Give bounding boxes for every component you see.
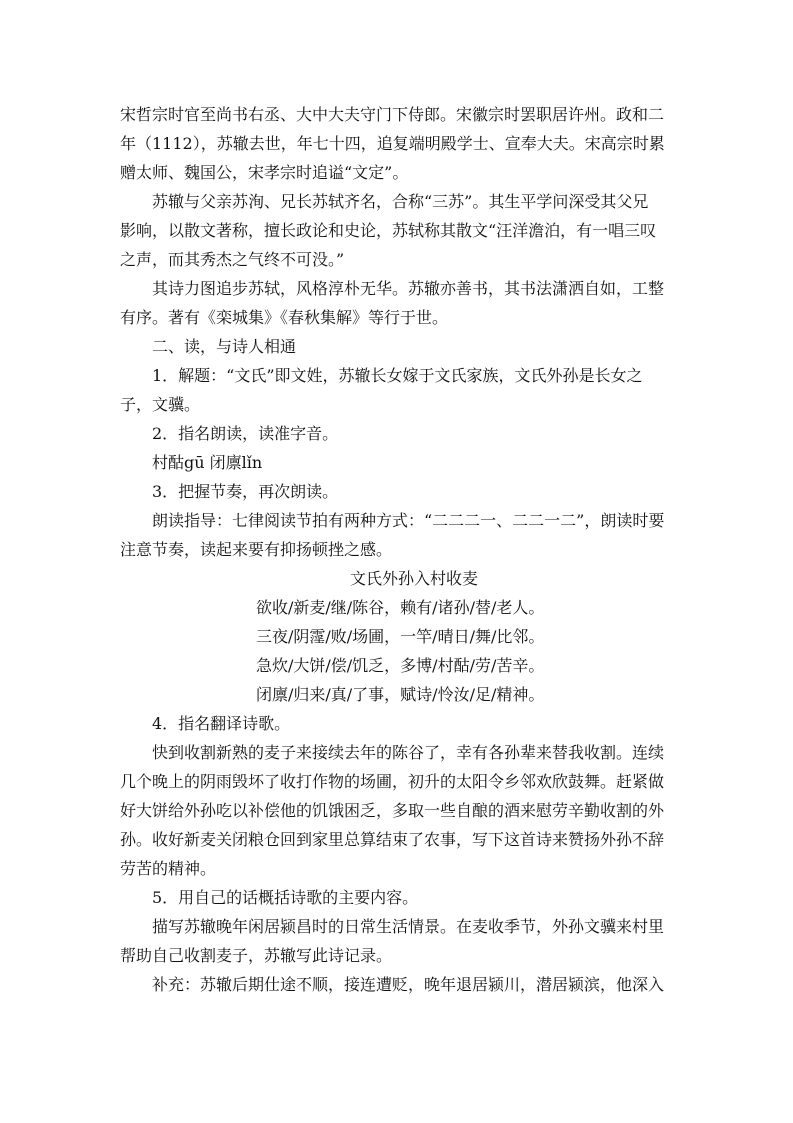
paragraph-line: 苏辙与父亲苏洵、兄长苏轼齐名，合称“三苏”。其生平学问深受其父兄 [152, 192, 649, 211]
paragraph-line: 之声，而其秀杰之气终不可没。” [120, 250, 345, 269]
paragraph-line: 年（1112），苏辙去世，年七十四，追复端明殿学士、宣奉大夫。宋高宗时累 [120, 134, 665, 153]
paragraph-line: 描写苏辙晚年闲居颍昌时的日常生活情景。在麦收季节，外孙文骥来村里 [152, 917, 665, 936]
step-heading: 5．用自己的话概括诗歌的主要内容。 [152, 888, 419, 907]
poem-line: 欲收/新麦/继/陈谷，赖有/诸孙/替/老人。 [256, 598, 545, 617]
paragraph-line: 子，文骥。 [120, 395, 201, 414]
paragraph-line: 几个晚上的阴雨毁坏了收打作物的场圃，初升的太阳令乡邻欢欣鼓舞。赶紧做 [120, 772, 665, 791]
document-body [120, 100, 676, 999]
paragraph-line: 注意节奏，读起来要有抑扬顿挫之感。 [120, 540, 393, 559]
paragraph-line: 孙。收好新麦关闭粮仓回到家里总算结束了农事，写下这首诗来赞扬外孙不辞 [120, 830, 665, 849]
poem-line: 三夜/阴霪/败/场圃，一竿/晴日/舞/比邻。 [256, 627, 545, 646]
paragraph-line: 有序。著有《栾城集》《春秋集解》等行于世。 [120, 308, 449, 327]
paragraph-line: 宋哲宗时官至尚书右丞、大中大夫守门下侍郎。宋徽宗时罢职居许州。政和二 [120, 105, 665, 124]
paragraph-line: 1．解题：“文氏”即文姓，苏辙长女嫁于文氏家族，文氏外孙是长女之 [152, 366, 643, 385]
pronunciation-line: 村酤gū 闭廪lǐn [152, 453, 263, 472]
step-heading: 4．指名翻译诗歌。 [152, 714, 291, 733]
paragraph-line: 劳苦的精神。 [120, 859, 217, 878]
paragraph-line: 好大饼给外孙吃以补偿他的饥饿困乏，多取一些自酿的酒来慰劳辛勤收割的外 [120, 801, 665, 820]
paragraph-line: 其诗力图追步苏轼，风格淳朴无华。苏辙亦善书，其书法潇洒自如，工整 [152, 279, 665, 298]
poem-line: 急炊/大饼/偿/饥乏，多博/村酤/劳/苦辛。 [256, 656, 545, 675]
paragraph-line: 快到收割新熟的麦子来接续去年的陈谷了，幸有各孙辈来替我收割。连续 [152, 743, 665, 762]
paragraph-line: 赠太师、魏国公，宋孝宗时追谥“文定”。 [120, 163, 409, 182]
paragraph-line: 朗读指导：七律阅读节拍有两种方式：“二二二一、二二一二”，朗读时要 [152, 511, 665, 530]
poem-line: 闭廪/归来/真/了事，赋诗/怜汝/足/精神。 [256, 685, 545, 704]
paragraph-line: 帮助自己收割麦子，苏辙写此诗记录。 [120, 946, 393, 965]
step-heading: 2．指名朗读，读准字音。 [152, 424, 339, 443]
poem-title: 文氏外孙入村收麦 [349, 569, 478, 588]
section-heading: 二、读，与诗人相通 [152, 337, 297, 356]
step-heading: 3．把握节奏，再次朗读。 [152, 482, 339, 501]
paragraph-line: 影响，以散文著称，擅长政论和史论，苏轼称其散文“汪洋澹泊，有一唱三叹 [120, 221, 657, 240]
paragraph-line: 补充：苏辙后期仕途不顺，接连遭贬，晚年退居颍川，潜居颍滨，他深入 [152, 975, 665, 994]
